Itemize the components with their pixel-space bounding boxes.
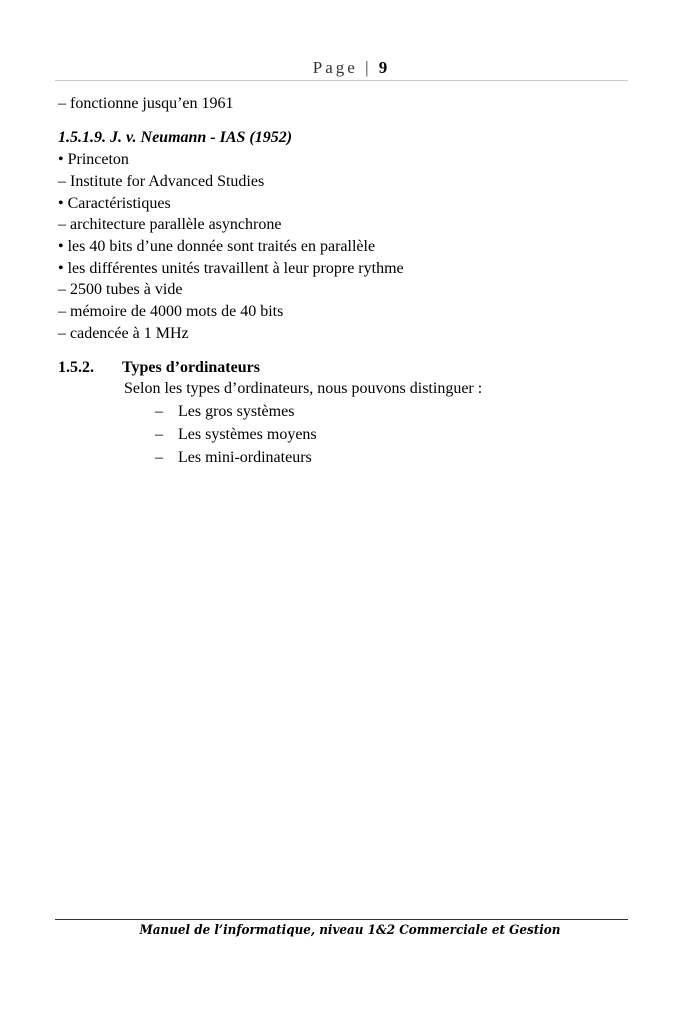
page-separator: | bbox=[365, 58, 372, 77]
list-item: – architecture parallèle asynchrone bbox=[58, 216, 282, 233]
header-rule bbox=[55, 80, 628, 81]
list-item: • Caractéristiques bbox=[58, 195, 171, 212]
type-bullet: – bbox=[155, 403, 163, 420]
type-item: Les systèmes moyens bbox=[178, 426, 317, 443]
list-item: – Institute for Advanced Studies bbox=[58, 173, 265, 190]
subsection-intro: Selon les types d’ordinateurs, nous pouvons distinguer : bbox=[124, 380, 483, 397]
page-label: Page bbox=[312, 58, 358, 77]
subsection-title: Types d’ordinateurs bbox=[122, 359, 260, 376]
section-title: 1.5.1.9. J. v. Neumann - IAS (1952) bbox=[58, 129, 293, 146]
page-header bbox=[0, 58, 700, 78]
list-item: – cadencée à 1 MHz bbox=[58, 325, 189, 342]
type-item: Les gros systèmes bbox=[178, 403, 295, 420]
page-footer: Manuel de l’informatique, niveau 1&2 Commerciale et Gestion bbox=[139, 923, 561, 938]
subsection-number: 1.5.2. bbox=[58, 359, 94, 376]
intro-line: – fonctionne jusqu’en 1961 bbox=[58, 95, 234, 112]
type-bullet: – bbox=[155, 449, 163, 466]
list-item: • les 40 bits d’une donnée sont traités en parallèle bbox=[58, 238, 376, 255]
list-item: – mémoire de 4000 mots de 40 bits bbox=[58, 303, 284, 320]
list-item: • Princeton bbox=[58, 151, 129, 168]
type-item: Les mini-ordinateurs bbox=[178, 449, 312, 466]
page-number: 9 bbox=[378, 58, 388, 77]
footer-rule bbox=[55, 919, 628, 920]
list-item: • les différentes unités travaillent à leur propre rythme bbox=[58, 260, 404, 277]
type-bullet: – bbox=[155, 426, 163, 443]
list-item: – 2500 tubes à vide bbox=[58, 281, 183, 298]
